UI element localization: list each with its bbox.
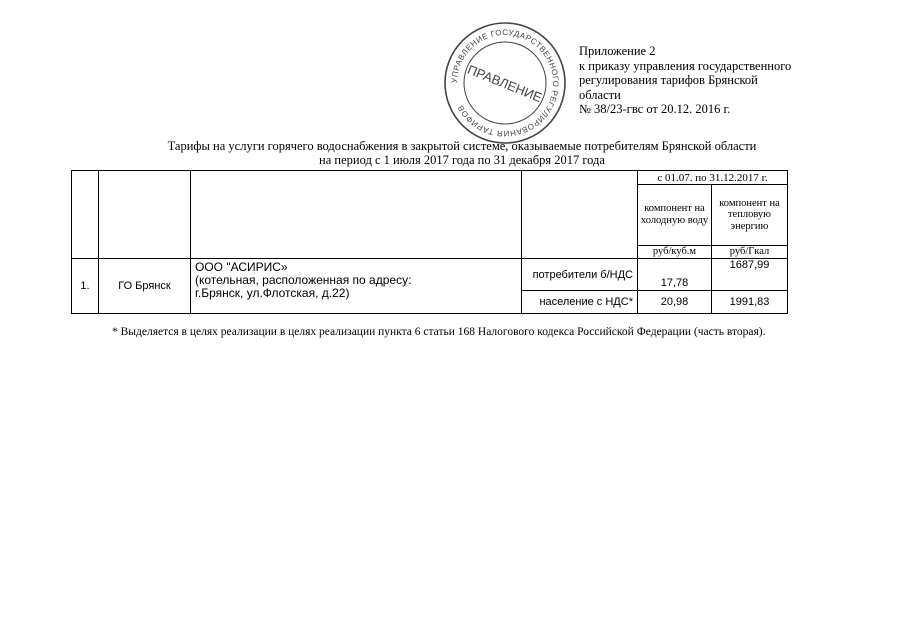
consumer-category: потребители б/НДС — [522, 259, 638, 291]
component-heat-header: компонент на тепловую энергию — [712, 185, 788, 246]
tariff-cold-value: 17,78 — [638, 259, 712, 291]
header-blank-organization — [191, 171, 522, 259]
header-blank-consumer — [522, 171, 638, 259]
period-header: с 01.07. по 31.12.2017 г. — [638, 171, 788, 185]
stamp-ring-text: УПРАВЛЕНИЕ ГОСУДАРСТВЕННОГО РЕГУЛИРОВАНИЯ ТАРИФОВ — [449, 27, 561, 139]
tariff-cold-value: 20,98 — [638, 291, 712, 314]
row-organization — [191, 259, 522, 314]
tariff-heat-value: 1687,99 — [712, 259, 788, 291]
row-municipality: ГО Брянск — [99, 259, 191, 314]
component-cold-header: компонент на холодную воду — [638, 185, 712, 246]
unit-cold-header: руб/куб.м — [638, 246, 712, 259]
organization-line: г.Брянск, ул.Флотская, д.22) — [195, 286, 350, 300]
tariff-table — [71, 170, 788, 314]
consumer-category: население с НДС* — [522, 291, 638, 314]
organization-line: ООО "АСИРИС» — [195, 260, 288, 274]
stamp-center-text: ПРАВЛЕНИЕ — [465, 61, 545, 106]
title-line-1: Тарифы на услуги горячего водоснабжения в закрытой системе, оказываемые потребителям Брянской области — [167, 139, 757, 153]
official-stamp — [440, 18, 570, 148]
row-number: 1. — [72, 259, 99, 314]
annex-block — [579, 44, 879, 117]
footnote: * Выделяется в целях реализации в целях реализации пункта 6 статьи 168 Налогового кодекса Российской Федерации (часть вторая). — [112, 326, 766, 338]
annex-line: Приложение 2 — [579, 44, 656, 58]
annex-line: к приказу управления государственного — [579, 58, 792, 73]
tariff-heat-value: 1991,83 — [712, 291, 788, 314]
table-row — [72, 259, 788, 291]
annex-line: № 38/23-гвс от 20.12. 2016 г. — [579, 102, 731, 117]
unit-heat-header: руб/Гкал — [712, 246, 788, 259]
title-line-2: на период с 1 июля 2017 года по 31 декабря 2017 года — [319, 153, 605, 167]
annex-line: регулирования тарифов Брянской — [579, 73, 758, 88]
annex-line: области — [579, 87, 621, 102]
organization-line: (котельная, расположенная по адресу: — [195, 273, 412, 287]
header-blank-number — [72, 171, 99, 259]
header-blank-municipality — [99, 171, 191, 259]
document-title — [60, 139, 864, 167]
